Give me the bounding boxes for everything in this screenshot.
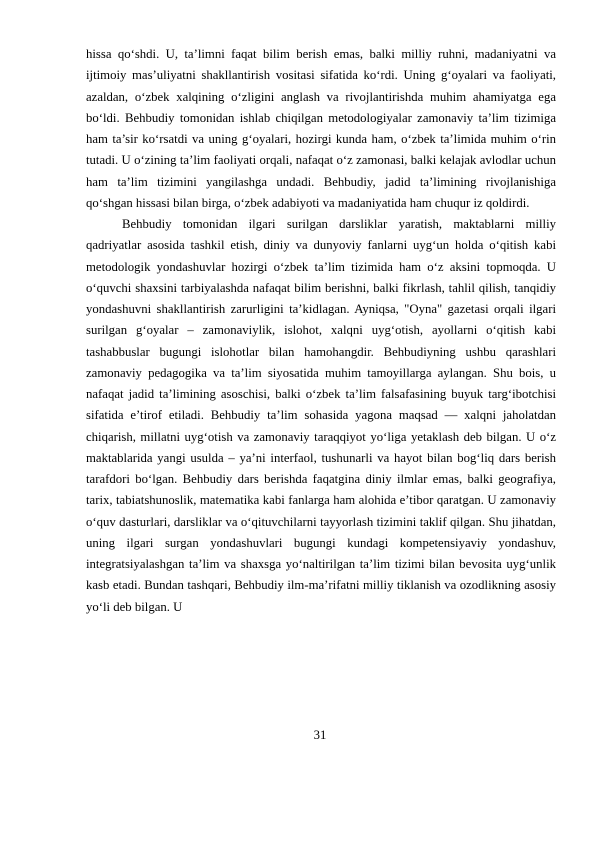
page-number: 31 (313, 728, 327, 742)
paragraph-behbudiy-methods: Behbudiy tomonidan ilgari surilgan darsliklar yaratish, maktablarni milliy qadriyatlar asosida tashkil etish, diniy va dunyoviy fanlarni uyg‘un holda o‘qitish kabi metodologik yondashuvlar hozirgi o‘zbek ta’lim tizimida ham o‘z aksini topmoqda. U o‘quvchi shaxsini tarbiyalashda nafaqat bilim berishni, balki fikrlash, tahlil qilish, tanqidiy yondashuvni shakllantirish zarurligini ta’kidlagan. Ayniqsa, "Oyna" gazetasi orqali ilgari surilgan g‘oyalar – zamonaviylik, islohot, xalqni uyg‘otish, ayollarni o‘qitish kabi tashabbuslar bugungi islohotlar bilan hamohangdir. Behbudiyning ushbu qarashlari zamonaviy pedagogika va ta’lim siyosatida muhim tamoyillarga aylangan. Shu bois, u nafaqat jadid ta’limining asoschisi, balki o‘zbek ta’lim falsafasining buyuk targ‘ibotchisi sifatida e’tirof etiladi. Behbudiy ta’lim sohasida yagona maqsad — xalqni jaholatdan chiqarish, millatni uyg‘otish va zamonaviy taraqqiyot yo‘liga yetaklash deb bilgan. U o‘z maktablarida yangi usulda – ya’ni interfaol, tushunarli va hayot bilan bog‘liq dars berish tarafdori bo‘lgan. Behbudiy dars berishda faqatgina diniy ilmlar emas, balki geografiya, tarix, tabiatshunoslik, matematika kabi fanlarga ham alohida e’tibor qaratgan. U zamonaviy o‘quv dasturlari, darsliklar va o‘qituvchilarni tayyorlash tizimini taklif qilgan. Shu jihatdan, uning ilgari surgan yondashuvlari bugungi kundagi kompetensiyaviy yondashuv, integratsiyalashgan ta’lim va shaxsga yo‘naltirilgan ta’lim tizimi bilan bevosita uyg‘unlik kasb etadi. Bundan tashqari, Behbudiy ilm-ma’rifatni milliy tiklanish va ozodlikning asosiy yo‘li deb bilgan. U (86, 217, 556, 614)
body-text (86, 44, 556, 618)
paragraph-continuation: hissa qo‘shdi. U, ta’limni faqat bilim berish emas, balki milliy ruhni, madaniyatni va ijtimoiy mas’uliyatni shakllantirish vositasi sifatida ko‘rdi. Uning g‘oyalari va faoliyati, azaldan, o‘zbek xalqining o‘zligini anglash va rivojlantirishda muhim ahamiyatga ega bo‘ldi. Behbudiy tomonidan ishlab chiqilgan metodologiyalar zamonaviy ta’lim tizimiga ham ta’sir ko‘rsatdi va uning g‘oyalari, hozirgi kunda ham, o‘zbek ta’limida muhim o‘rin tutadi. U o‘zining ta’lim faoliyati orqali, nafaqat o‘z zamonasi, balki kelajak avlodlar uchun ham ta’lim tizimini yangilashga undadi. Behbudiy, jadid ta’limining rivojlanishiga qo‘shgan hissasi bilan birga, o‘zbek adabiyoti va madaniyatida ham chuqur iz qoldirdi. (86, 47, 556, 210)
